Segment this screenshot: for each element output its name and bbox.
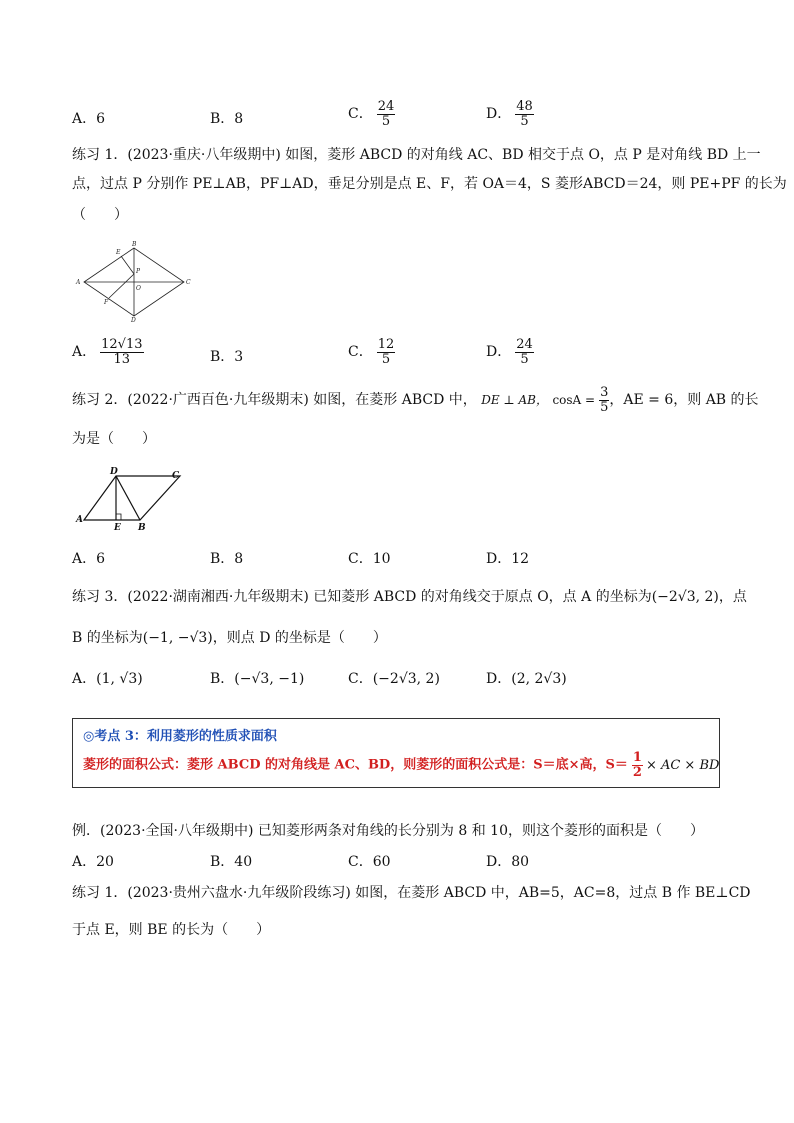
ex4-line2: 于点 E，则 BE 的长为（ ）: [72, 922, 271, 938]
ex3-option-a: A．(1, √3): [72, 671, 143, 687]
label-d: D: [110, 467, 118, 477]
fraction: $\frac{12√13}{13}$: [101, 337, 143, 367]
fraction: $\frac{3}{5}$: [600, 385, 609, 415]
ex2-option-d: D．12: [486, 551, 530, 567]
example-option-c: C．60: [348, 854, 391, 870]
ex1-option-c: C． $\frac{12}{5}$: [348, 337, 395, 367]
ex1-line1: 练习 1．(2023·重庆·八年级期中) 如图，菱形 ABCD 的对角线 AC、BD 相交于点 O，点 P 是对角线 BD 上一: [72, 147, 761, 163]
example-option-b: B．40: [210, 854, 253, 870]
ex1-option-b: B．3: [210, 349, 244, 365]
q0-option-c: C． $\frac{24}{5}$: [348, 99, 395, 129]
label-c: C: [172, 471, 180, 481]
label-b: B: [138, 523, 146, 533]
label-e: E: [116, 249, 121, 256]
ex2-line2: 为是（ ）: [72, 431, 156, 447]
ex1-rhombus-figure: [74, 240, 194, 324]
label-a: A: [76, 515, 83, 525]
ex2-option-a: A．6: [72, 551, 106, 567]
label-p: P: [136, 268, 141, 275]
ex3-line2: B 的坐标为(−1, −√3)，则点 D 的坐标是（ ）: [72, 630, 387, 646]
label-d: D: [131, 317, 136, 324]
q0-option-b: B．8: [210, 111, 244, 127]
ex1-option-a: A． $\frac{12√13}{13}$: [72, 337, 143, 367]
ex1-line2: 点，过点 P 分别作 PE⊥AB，PF⊥AD，垂足分别是点 E、F，若 OA＝4，S 菱形ABCD＝24，则 PE+PF 的长为: [72, 176, 787, 192]
ex2-option-b: B．8: [210, 551, 244, 567]
example-option-a: A．20: [72, 854, 114, 870]
label-a: A: [76, 279, 81, 286]
kaodian-title: ◎考点 3：利用菱形的性质求面积: [83, 729, 277, 744]
ex3-option-c: C．(−2√3, 2): [348, 671, 440, 687]
fraction: $\frac{48}{5}$: [516, 99, 533, 129]
q0-option-a: A．6: [72, 111, 106, 127]
label-f: F: [104, 299, 109, 306]
fraction: $\frac{24}{5}$: [377, 99, 395, 129]
fraction: $\frac{1}{2}$: [632, 750, 642, 780]
example-option-d: D．80: [486, 854, 530, 870]
ex3-option-b: B．(−√3, −1): [210, 671, 305, 687]
ex3-line1: 练习 3．(2022·湖南湘西·九年级期末) 已知菱形 ABCD 的对角线交于原点 O，点 A 的坐标为(−2√3, 2)，点: [72, 589, 747, 605]
example-line1: 例．(2023·全国·八年级期中) 已知菱形两条对角线的长分别为 8 和 10，则这个菱形的面积是（ ）: [72, 823, 704, 839]
kaodian-box: [72, 718, 720, 788]
ex3-option-d: D．(2, 2√3): [486, 671, 567, 687]
kaodian-formula: 菱形的面积公式：菱形 ABCD 的对角线是 AC、BD，则菱形的面积公式是：S＝底×高，S＝ $\frac{1}{2}$ × AC × BD: [83, 750, 720, 780]
fraction: $\frac{12}{5}$: [377, 337, 395, 367]
label-e: E: [114, 523, 121, 533]
fraction: $\frac{24}{5}$: [516, 337, 533, 367]
label-o: O: [136, 285, 141, 292]
ex1-option-d: D． $\frac{24}{5}$: [486, 337, 533, 367]
ex2-option-c: C．10: [348, 551, 391, 567]
ex1-line3: （ ）: [72, 207, 128, 223]
label-c: C: [186, 279, 191, 286]
ex4-line1: 练习 1．(2023·贵州六盘水·九年级阶段练习) 如图，在菱形 ABCD 中，AB=5，AC=8，过点 B 作 BE⊥CD: [72, 885, 751, 901]
ex2-line1: 练习 2．(2022·广西百色·九年级期末) 如图，在菱形 ABCD 中， DE ⊥ AB， cosA = $\frac{3}{5}$ ，AE = 6，则 AB 的长: [72, 385, 759, 415]
q0-option-d: D． $\frac{48}{5}$: [486, 99, 533, 129]
label-b: B: [132, 241, 137, 248]
ex2-rhombus-figure: [74, 464, 194, 534]
